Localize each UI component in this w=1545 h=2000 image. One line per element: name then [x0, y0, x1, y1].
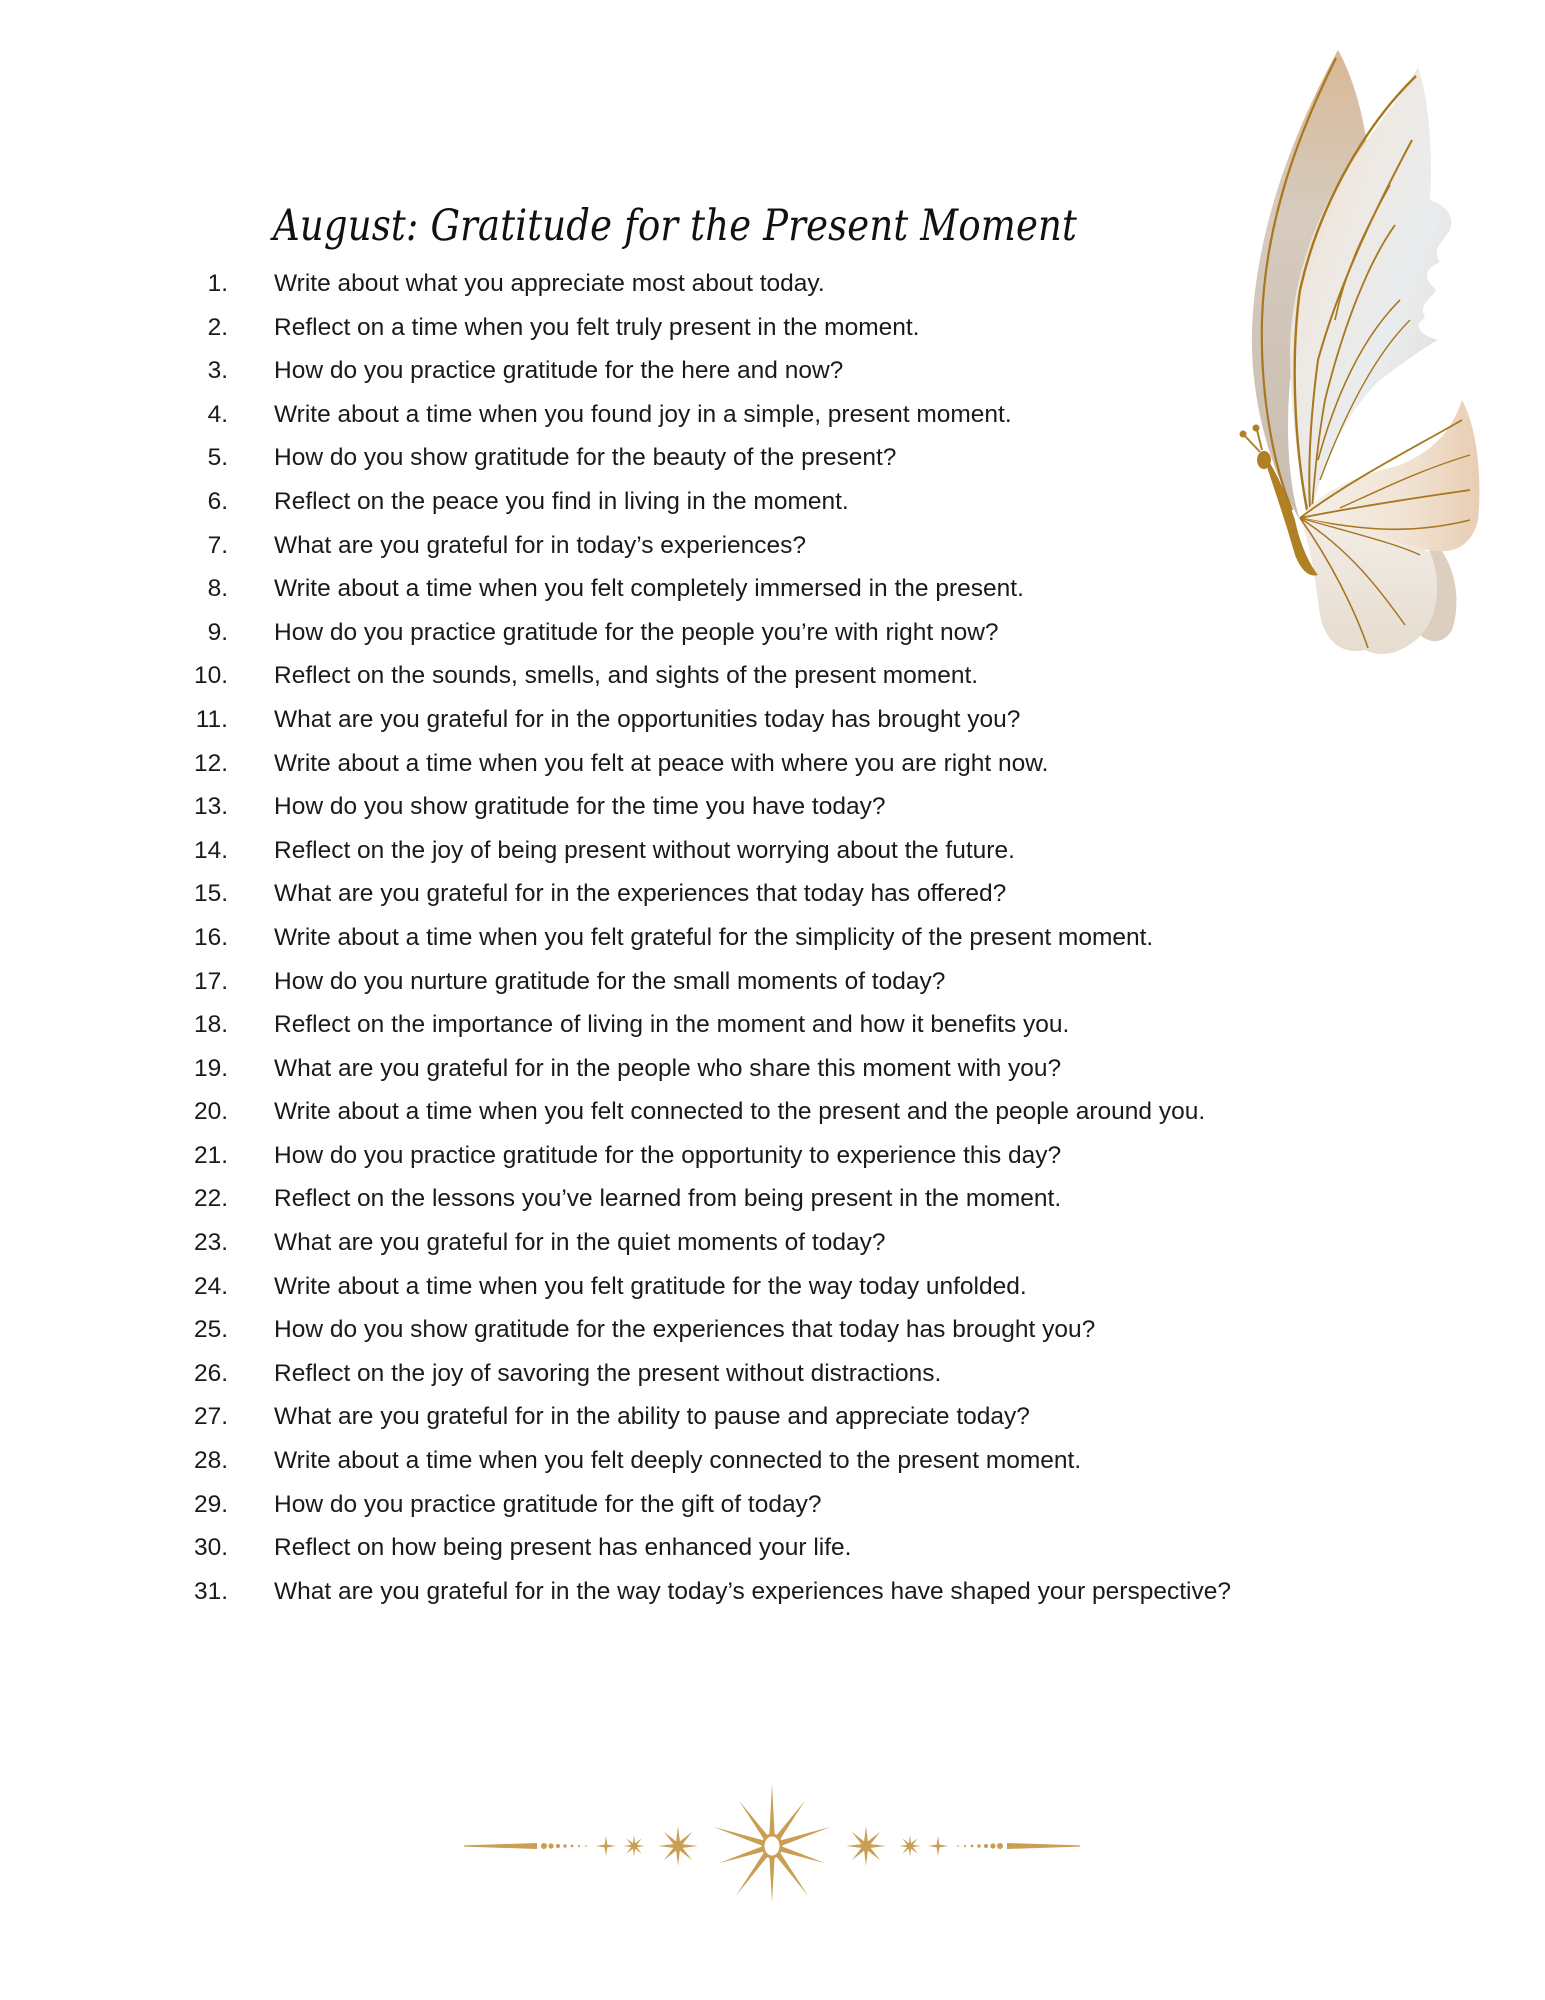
prompt-text: What are you grateful for in the opportunities today has brought you?	[274, 705, 1021, 733]
prompt-text: Write about a time when you found joy in a simple, present moment.	[274, 400, 1012, 428]
left-dot-icon	[578, 1845, 580, 1847]
right-dot-icon	[971, 1845, 974, 1848]
prompt-number: 22.	[193, 1185, 228, 1213]
prompt-number: 28.	[193, 1447, 228, 1475]
prompt-text: Write about a time when you felt completely immersed in the present.	[274, 575, 1024, 603]
prompt-number: 14.	[193, 836, 228, 864]
prompt-number: 24.	[193, 1272, 228, 1300]
left-dot-icon	[548, 1843, 553, 1848]
prompt-list	[0, 268, 1400, 1663]
prompt-number: 26.	[193, 1359, 228, 1387]
right-small-sparkle-icon	[928, 1836, 948, 1856]
prompt-number: 17.	[193, 967, 228, 995]
prompt-text: What are you grateful for in the quiet moments of today?	[274, 1229, 886, 1257]
prompt-number: 5.	[207, 444, 228, 472]
prompt-text: How do you nurture gratitude for the small moments of today?	[274, 967, 946, 995]
left-dot-icon	[571, 1845, 574, 1848]
right-large-star-icon	[846, 1826, 886, 1866]
prompt-number: 30.	[193, 1534, 228, 1562]
prompt-number: 10.	[193, 662, 228, 690]
prompt-number: 20.	[193, 1098, 228, 1126]
right-dot-icon	[997, 1843, 1003, 1849]
prompt-text: How do you practice gratitude for the gift of today?	[274, 1490, 822, 1518]
prompt-text: How do you show gratitude for the time you have today?	[274, 793, 886, 821]
right-dot-icon	[964, 1845, 966, 1847]
page-title: August: Gratitude for the Present Moment	[273, 201, 1078, 251]
prompt-text: Write about a time when you felt gratitude for the way today unfolded.	[274, 1272, 1027, 1300]
prompt-number: 4.	[207, 400, 228, 428]
center-ring-icon	[763, 1835, 781, 1857]
prompt-number: 19.	[193, 1054, 228, 1082]
prompt-text: What are you grateful for in today’s experiences?	[274, 531, 807, 559]
prompt-number: 1.	[207, 270, 228, 297]
prompt-text: Reflect on the joy of being present without worrying about the future.	[274, 836, 1015, 864]
left-dot-icon	[556, 1844, 560, 1848]
prompt-number: 7.	[207, 531, 228, 559]
prompt-text: Write about what you appreciate most about today.	[274, 270, 825, 297]
prompt-text: Reflect on the lessons you’ve learned from being present in the moment.	[274, 1185, 1062, 1213]
left-dot-icon	[585, 1845, 587, 1847]
left-dot-icon	[541, 1843, 547, 1849]
left-dot-icon	[563, 1844, 566, 1847]
right-dot-icon	[990, 1843, 995, 1848]
prompt-text: Write about a time when you felt grateful for the simplicity of the present moment.	[274, 923, 1154, 951]
prompt-number: 15.	[193, 880, 228, 908]
right-medium-star-icon	[899, 1835, 921, 1857]
prompt-text: Reflect on the peace you find in living in the moment.	[274, 487, 849, 515]
prompt-number: 3.	[207, 357, 228, 385]
prompt-text: How do you show gratitude for the beauty of the present?	[274, 444, 897, 472]
prompt-text: Reflect on how being present has enhanced your life.	[274, 1534, 852, 1562]
prompt-number: 21.	[193, 1141, 228, 1169]
right-dot-icon	[977, 1844, 980, 1847]
prompt-number: 16.	[193, 923, 228, 951]
prompt-text: Write about a time when you felt deeply connected to the present moment.	[274, 1447, 1082, 1475]
prompt-text: What are you grateful for in the ability to pause and appreciate today?	[274, 1403, 1030, 1431]
left-small-sparkle-icon	[596, 1836, 616, 1856]
prompt-text: Write about a time when you felt connected to the present and the people around you.	[274, 1098, 1206, 1126]
left-divider-line	[464, 1843, 537, 1849]
prompt-text: How do you show gratitude for the experiences that today has brought you?	[274, 1316, 1096, 1344]
prompt-text: Write about a time when you felt at peace with where you are right now.	[274, 749, 1049, 777]
prompt-text: What are you grateful for in the way today’s experiences have shaped your perspective?	[274, 1577, 1231, 1605]
left-medium-star-icon	[623, 1835, 645, 1857]
right-dot-icon	[984, 1844, 988, 1848]
prompt-number: 8.	[207, 575, 228, 603]
prompt-number: 2.	[207, 313, 228, 341]
prompt-number: 9.	[207, 618, 228, 646]
prompt-number: 6.	[207, 487, 228, 515]
prompt-text: Reflect on the joy of savoring the present without distractions.	[274, 1359, 942, 1387]
right-dot-icon	[957, 1845, 959, 1847]
prompt-number: 18.	[193, 1011, 228, 1039]
prompt-number: 31.	[193, 1577, 228, 1605]
prompt-text: What are you grateful for in the people who share this moment with you?	[274, 1054, 1062, 1082]
prompt-text: Reflect on a time when you felt truly present in the moment.	[274, 313, 920, 341]
prompt-text: What are you grateful for in the experiences that today has offered?	[274, 880, 1007, 908]
butterfly-icon	[1210, 40, 1500, 670]
left-large-star-icon	[658, 1826, 698, 1866]
right-divider-line	[1007, 1843, 1080, 1849]
prompt-number: 25.	[193, 1316, 228, 1344]
gold-divider-icon	[455, 1775, 1095, 1915]
prompt-text: Reflect on the importance of living in the moment and how it benefits you.	[274, 1011, 1070, 1039]
prompt-item	[0, 1576, 1400, 1663]
prompt-text: Reflect on the sounds, smells, and sights of the present moment.	[274, 662, 979, 690]
prompt-number: 12.	[193, 749, 228, 777]
prompt-number: 11.	[195, 705, 228, 733]
prompt-number: 13.	[193, 793, 228, 821]
prompt-text: How do you practice gratitude for the opportunity to experience this day?	[274, 1141, 1062, 1169]
prompt-number: 29.	[193, 1490, 228, 1518]
prompt-text: How do you practice gratitude for the people you’re with right now?	[274, 618, 999, 646]
prompt-text: How do you practice gratitude for the here and now?	[274, 357, 844, 385]
prompt-number: 23.	[193, 1229, 228, 1257]
prompt-number: 27.	[193, 1403, 228, 1431]
